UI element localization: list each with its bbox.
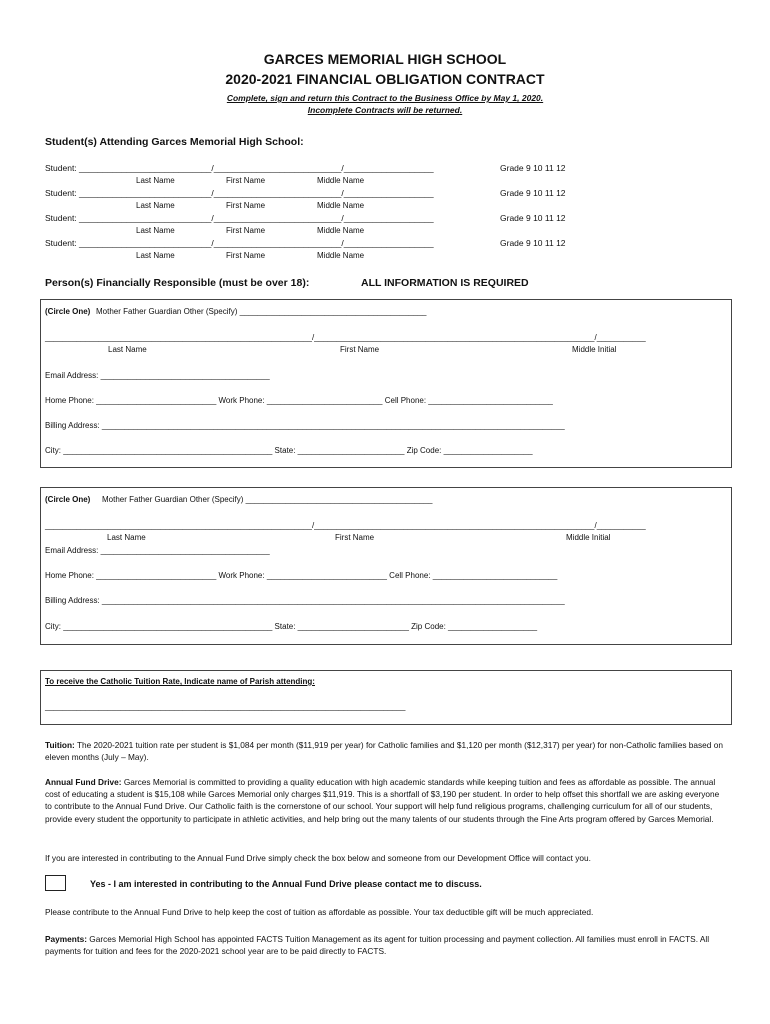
student-line[interactable]: Student: ____________________________/___________________________/___________________ <box>45 188 434 198</box>
middle-name-label: Middle Name <box>317 251 365 260</box>
name-line[interactable]: ____________________________________________________________/_______________________________________________________________/___________ <box>45 333 646 342</box>
phone-fields[interactable]: Home Phone: ___________________________ Work Phone: __________________________ Cell Phone: ____________________________ <box>45 396 553 405</box>
person-1-box <box>40 299 732 468</box>
grade-options[interactable]: Grade 9 10 11 12 <box>500 213 566 223</box>
last-name-label: Last Name <box>136 251 175 260</box>
contribute-paragraph: Please contribute to the Annual Fund Drive to help keep the cost of tuition as affordable as possible. Your tax deductible gift will be much appreciated. <box>45 907 594 917</box>
student-line[interactable]: Student: ____________________________/___________________________/___________________ <box>45 213 434 223</box>
interest-paragraph: If you are interested in contributing to the Annual Fund Drive simply check the box below and someone from our Development Office will contact you. <box>45 853 591 863</box>
last-name-label: Last Name <box>108 345 147 354</box>
circle-one-label: (Circle One) <box>45 495 91 504</box>
school-name: GARCES MEMORIAL HIGH SCHOOL <box>263 51 507 67</box>
last-name-label: Last Name <box>136 201 175 210</box>
student-line[interactable]: Student: ____________________________/___________________________/___________________ <box>45 163 434 173</box>
middle-name-label: Middle Name <box>317 201 365 210</box>
required-note: ALL INFORMATION IS REQUIRED <box>361 277 529 289</box>
grade-options[interactable]: Grade 9 10 11 12 <box>500 238 566 248</box>
last-name-label: Last Name <box>107 533 146 542</box>
warning: Incomplete Contracts will be returned. <box>307 105 463 115</box>
last-name-label: Last Name <box>136 226 175 235</box>
parish-field[interactable]: _________________________________________________________________________________ <box>45 702 406 711</box>
checkbox-label: Yes - I am interested in contributing to the Annual Fund Drive please contact me to discuss. <box>90 879 482 889</box>
student-line[interactable]: Student: ____________________________/___________________________/___________________ <box>45 238 434 248</box>
first-name-label: First Name <box>226 201 266 210</box>
parish-heading: To receive the Catholic Tuition Rate, Indicate name of Parish attending: <box>45 677 315 686</box>
annual-fund-paragraph: Annual Fund Drive: Garces Memorial is committed to providing a quality education with high academic standards while keeping tuition and fees as affordable as possible. The annual cost of educating a student is $15,108 while Garces Memorial only charges $11,919. This is a shortfall of $3,190 per student. In order to help offset this shortfall we are asking everyone to contribute to the Annual Fund Drive. Our Catholic faith is the cornerstone of our school. Your support will help fund religious programs, challenging curriculum for all of our students, provide every student the opportunity to participate in athletic activities, and help bring out the many talents of our students through the Fine Arts program offered by Garces Memorial. <box>45 777 720 824</box>
circle-one-label: (Circle One) <box>45 307 91 316</box>
billing-address-field[interactable]: Billing Address: ________________________________________________________________________________________________________ <box>45 421 565 430</box>
tuition-paragraph: Tuition: The 2020-2021 tuition rate per student is $1,084 per month ($11,919 per year) for Catholic families and $1,120 per month ($12,317) per year) for non-Catholic families based on eleven months (July – May). <box>45 740 723 763</box>
responsible-heading: Person(s) Financially Responsible (must be over 18): <box>45 277 310 289</box>
middle-name-label: Middle Name <box>317 226 365 235</box>
city-state-zip-fields[interactable]: City: _______________________________________________ State: _________________________ Zip Code: ____________________ <box>45 622 538 631</box>
relation-options[interactable]: Mother Father Guardian Other (Specify) __________________________________________ <box>102 495 433 504</box>
middle-initial-label: Middle Initial <box>572 345 617 354</box>
middle-name-label: Middle Name <box>317 176 365 185</box>
contract-title: 2020-2021 FINANCIAL OBLIGATION CONTRACT <box>225 71 545 87</box>
first-name-label: First Name <box>340 345 380 354</box>
first-name-label: First Name <box>335 533 375 542</box>
payments-paragraph: Payments: Garces Memorial High School has appointed FACTS Tuition Management as its agent for tuition processing and payment collection. All families must enroll in FACTS. All payments for tuition and fees for the 2020-2021 school year are to be paid directly to FACTS. <box>45 934 710 957</box>
students-heading: Student(s) Attending Garces Memorial High School: <box>45 136 304 148</box>
city-state-zip-fields[interactable]: City: _______________________________________________ State: ________________________ Zip Code: ____________________ <box>45 446 533 455</box>
first-name-label: First Name <box>226 226 266 235</box>
relation-options[interactable]: Mother Father Guardian Other (Specify) __________________________________________ <box>96 307 427 316</box>
billing-address-field[interactable]: Billing Address: ________________________________________________________________________________________________________ <box>45 596 565 605</box>
email-field[interactable]: Email Address: ______________________________________ <box>45 546 270 555</box>
email-field[interactable]: Email Address: ______________________________________ <box>45 371 270 380</box>
grade-options[interactable]: Grade 9 10 11 12 <box>500 163 566 173</box>
grade-options[interactable]: Grade 9 10 11 12 <box>500 188 566 198</box>
last-name-label: Last Name <box>136 176 175 185</box>
annual-fund-checkbox[interactable] <box>45 875 66 891</box>
phone-fields[interactable]: Home Phone: ___________________________ Work Phone: ___________________________ Cell Phone: ____________________________ <box>45 571 558 580</box>
first-name-label: First Name <box>226 251 266 260</box>
instructions: Complete, sign and return this Contract to the Business Office by May 1, 2020. <box>226 93 544 103</box>
first-name-label: First Name <box>226 176 266 185</box>
middle-initial-label: Middle Initial <box>566 533 611 542</box>
name-line[interactable]: ____________________________________________________________/_______________________________________________________________/___________ <box>45 521 646 530</box>
